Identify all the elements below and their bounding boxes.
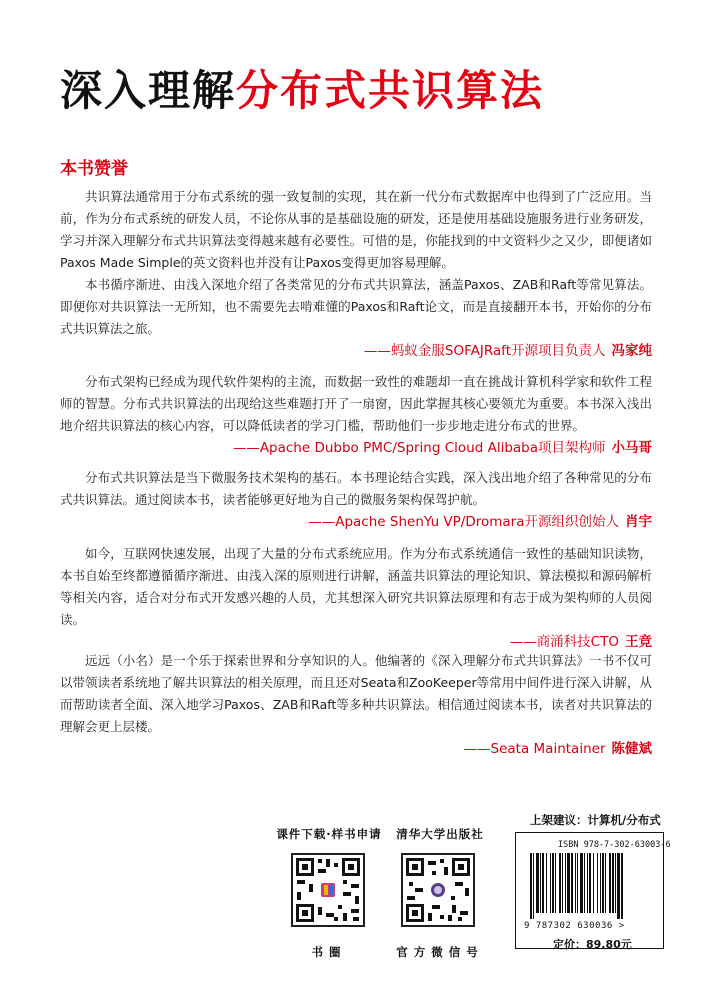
- book-title: [60, 66, 544, 116]
- author-name: 小马哥: [611, 440, 652, 456]
- qr-code-tsinghua: [401, 853, 475, 927]
- barcode-bar: [589, 853, 591, 913]
- barcode-bar: [575, 853, 576, 913]
- author-name: 陈健斌: [611, 741, 652, 757]
- barcode-bar: [602, 853, 604, 913]
- barcode-bar: [609, 853, 611, 913]
- review-1: [60, 186, 652, 362]
- barcode-bar: [577, 853, 578, 913]
- author-title: ——Apache Dubbo PMC/Spring Cloud Alibaba项目架构师: [232, 440, 606, 456]
- review-3: [60, 467, 652, 533]
- book-title-part1: 深入理解: [60, 66, 237, 115]
- barcode-bar: [615, 853, 616, 913]
- qr-block-tsinghua: [385, 826, 495, 842]
- barcode-bar: [546, 853, 547, 913]
- barcode-bar: [536, 853, 539, 913]
- qr-block-shuquan: [268, 826, 390, 842]
- review-2: [60, 371, 652, 459]
- barcode-bar: [533, 853, 534, 919]
- qr-caption: 清华大学出版社: [396, 827, 484, 841]
- barcode-bar: [617, 853, 620, 919]
- review-paragraph: 分布式架构已经成为现代软件架构的主流，而数据一致性的难题却一直在挑战计算机科学家和软件工程师的智慧。分布式共识算法的出现给这些难题打开了一扇窗，因此掌握其核心要领尤为重要。本书深入浅出地介绍共识算法的核心内容，可以降低读者的学习门槛，帮助他们一步步地走进分布式的世界。: [60, 374, 652, 433]
- barcode-bar: [612, 853, 614, 913]
- barcode-bar: [597, 853, 598, 913]
- barcode-bar: [605, 853, 606, 913]
- review-author: [60, 340, 652, 362]
- review-5: [60, 650, 652, 760]
- author-title: ——蚂蚁金服SOFAJRaft开源项目负责人: [363, 343, 606, 359]
- barcode-bar: [593, 853, 594, 913]
- qr-label: 书圈: [311, 945, 347, 959]
- barcode-bar: [587, 853, 588, 913]
- barcode-image: [528, 853, 653, 919]
- qr-code-icon: [403, 855, 473, 925]
- author-name: 冯家纯: [611, 343, 652, 359]
- barcode-bar: [542, 853, 544, 913]
- barcode-bar: [562, 853, 563, 913]
- barcode-bar: [565, 853, 566, 913]
- barcode-digits: 9 787302 630036 >: [524, 921, 625, 931]
- barcode-bar: [530, 853, 532, 919]
- book-title-part2: 分布式共识算法: [236, 66, 545, 115]
- barcode-bar: [540, 853, 541, 913]
- review-author: [60, 738, 652, 760]
- barcode-bar: [600, 853, 601, 913]
- review-paragraph: 远远（小名）是一个乐于探索世界和分享知识的人。他编著的《深入理解分布式共识算法》一书不仅可以带领读者系统地了解共识算法的相关原理，而且还对Seata和ZooKeeper等常用中间件进行深入讲解，从而帮助读者全面、深入地学习Paxos、ZAB和Raft等多种共识算法。相信通过阅读本书，读者对共识算法的理解会更上层楼。: [60, 653, 652, 734]
- author-title: ——Apache ShenYu VP/Dromara开源组织创始人: [308, 514, 619, 530]
- barcode-bar: [571, 853, 573, 913]
- barcode-bar: [567, 853, 570, 913]
- review-paragraph: 共识算法通常用于分布式系统的强一致复制的实现，其在新一代分布式数据库中也得到了广泛应用。当前，作为分布式系统的研发人员，不论你从事的是基础设施的研发，还是使用基础设施服务进行业务研发，学习并深入理解分布式共识算法变得越来越有必要性。可惜的是，你能找到的中文资料少之又少，即便诸如Paxos Made Simple的英文资料也并没有让Paxos变得更加容易理解。: [60, 189, 652, 270]
- author-title: ——商涌科技CTO: [509, 634, 619, 650]
- barcode-bar: [559, 853, 561, 913]
- qr-code-shuquan: [291, 853, 365, 927]
- review-paragraph: 本书循序渐进、由浅入深地介绍了各类常见的分布式共识算法，涵盖Paxos、ZAB和Raft等常见算法。即便你对共识算法一无所知，也不需要先去啃难懂的Paxos和Raft论文，而是直接翻开本书，开始你的分布式共识算法之旅。: [60, 277, 652, 336]
- qr-caption: 课件下载·样书申请: [276, 827, 382, 841]
- qr-label: 官方微信号: [396, 945, 484, 959]
- barcode-bar: [552, 853, 554, 913]
- author-name: 肖宇: [625, 514, 652, 530]
- shelf-suggestion: 上架建议：计算机/分布式: [530, 813, 661, 827]
- price: 定价：89.80元: [553, 938, 632, 951]
- qr-code-icon: [293, 855, 363, 925]
- review-paragraph: 如今，互联网快速发展，出现了大量的分布式系统应用。作为分布式系统通信一致性的基础知识读物，本书自始至终都遵循循序渐进、由浅入深的原则进行讲解，涵盖共识算法的理论知识、算法模拟和源码解析等相关内容，适合对分布式开发感兴趣的人员，尤其想深入研究共识算法原理和有志于成为架构师的人员阅读。: [60, 546, 652, 627]
- barcode-bar: [555, 853, 556, 913]
- barcode-bar: [550, 853, 551, 913]
- author-title: ——Seata Maintainer: [463, 741, 606, 757]
- review-author: [60, 511, 652, 533]
- review-author: [60, 437, 652, 459]
- barcode-bar: [621, 853, 623, 919]
- author-name: 王竞: [625, 634, 652, 650]
- barcode-bar: [584, 853, 585, 913]
- isbn-text: ISBN 978-7-302-63003-6: [558, 840, 671, 850]
- review-4: [60, 543, 652, 653]
- barcode-bar: [580, 853, 583, 913]
- review-paragraph: 分布式共识算法是当下微服务技术架构的基石。本书理论结合实践，深入浅出地介绍了各种常见的分布式共识算法。通过阅读本书，读者能够更好地为自己的微服务架构保驾护航。: [60, 470, 652, 507]
- praise-heading: 本书赞誉: [60, 159, 128, 179]
